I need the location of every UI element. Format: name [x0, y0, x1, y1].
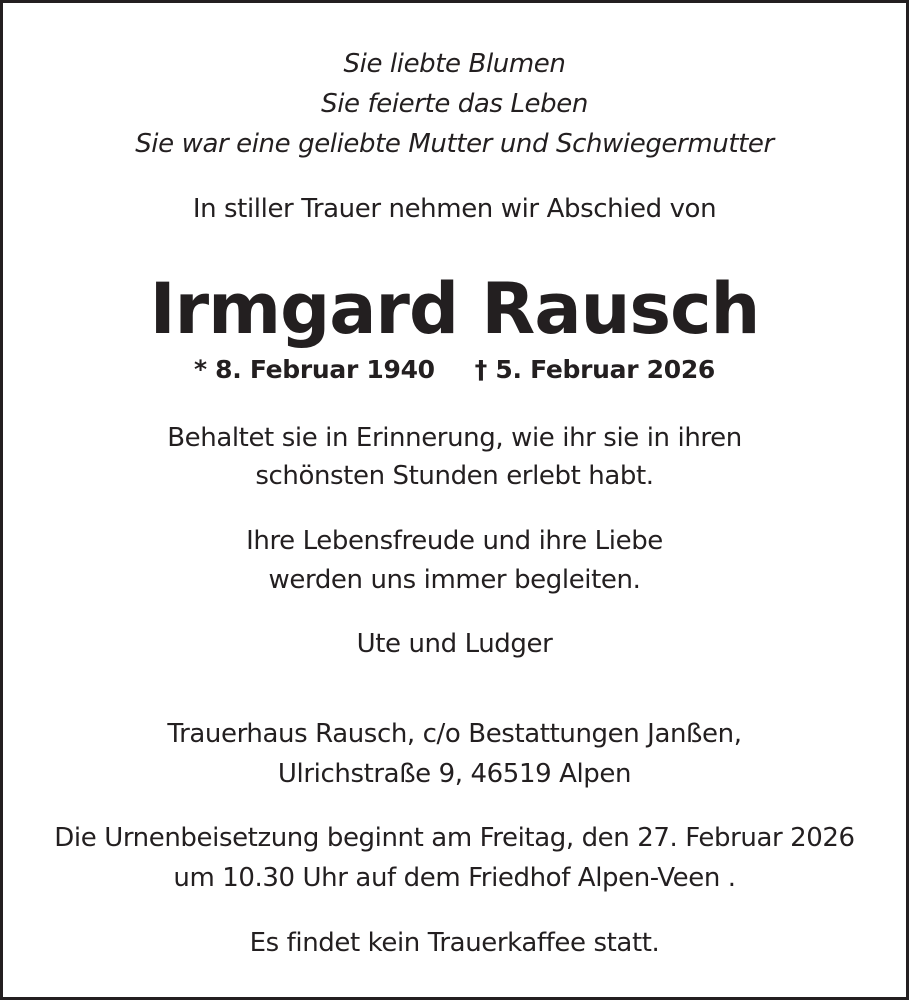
motto-line-2: Sie feierte das Leben [321, 89, 588, 119]
remembrance-line-2: schönsten Stunden erlebt habt. [255, 461, 654, 491]
birth-date: * 8. Februar 1940 [193, 355, 435, 384]
remembrance-line-1: Behaltet sie in Erinnerung, wie ihr sie in ihren [167, 423, 742, 453]
love-line-1: Ihre Lebensfreude und ihre Liebe [246, 526, 663, 556]
love-line-2: werden uns immer begleiten. [268, 565, 641, 595]
death-date: † 5. Februar 2026 [474, 355, 716, 384]
address-line-1: Trauerhaus Rausch, c/o Bestattungen Janßen, [167, 719, 742, 749]
life-dates [3, 350, 906, 390]
motto-line-1: Sie liebte Blumen [343, 49, 566, 79]
funeral-line-2: um 10.30 Uhr auf dem Friedhof Alpen-Veen . [173, 863, 736, 893]
motto-line-3: Sie war eine geliebte Mutter und Schwiegermutter [135, 129, 774, 159]
funeral-line-1: Die Urnenbeisetzung beginnt am Freitag, den 27. Februar 2026 [54, 823, 855, 853]
deceased-name: Irmgard Rausch [149, 268, 760, 350]
address-line-2: Ulrichstraße 9, 46519 Alpen [277, 759, 632, 789]
mourners: Ute und Ludger [356, 629, 553, 659]
closing-note: Es findet kein Trauerkaffee statt. [249, 928, 660, 958]
intro-text: In stiller Trauer nehmen wir Abschied von [192, 194, 717, 224]
